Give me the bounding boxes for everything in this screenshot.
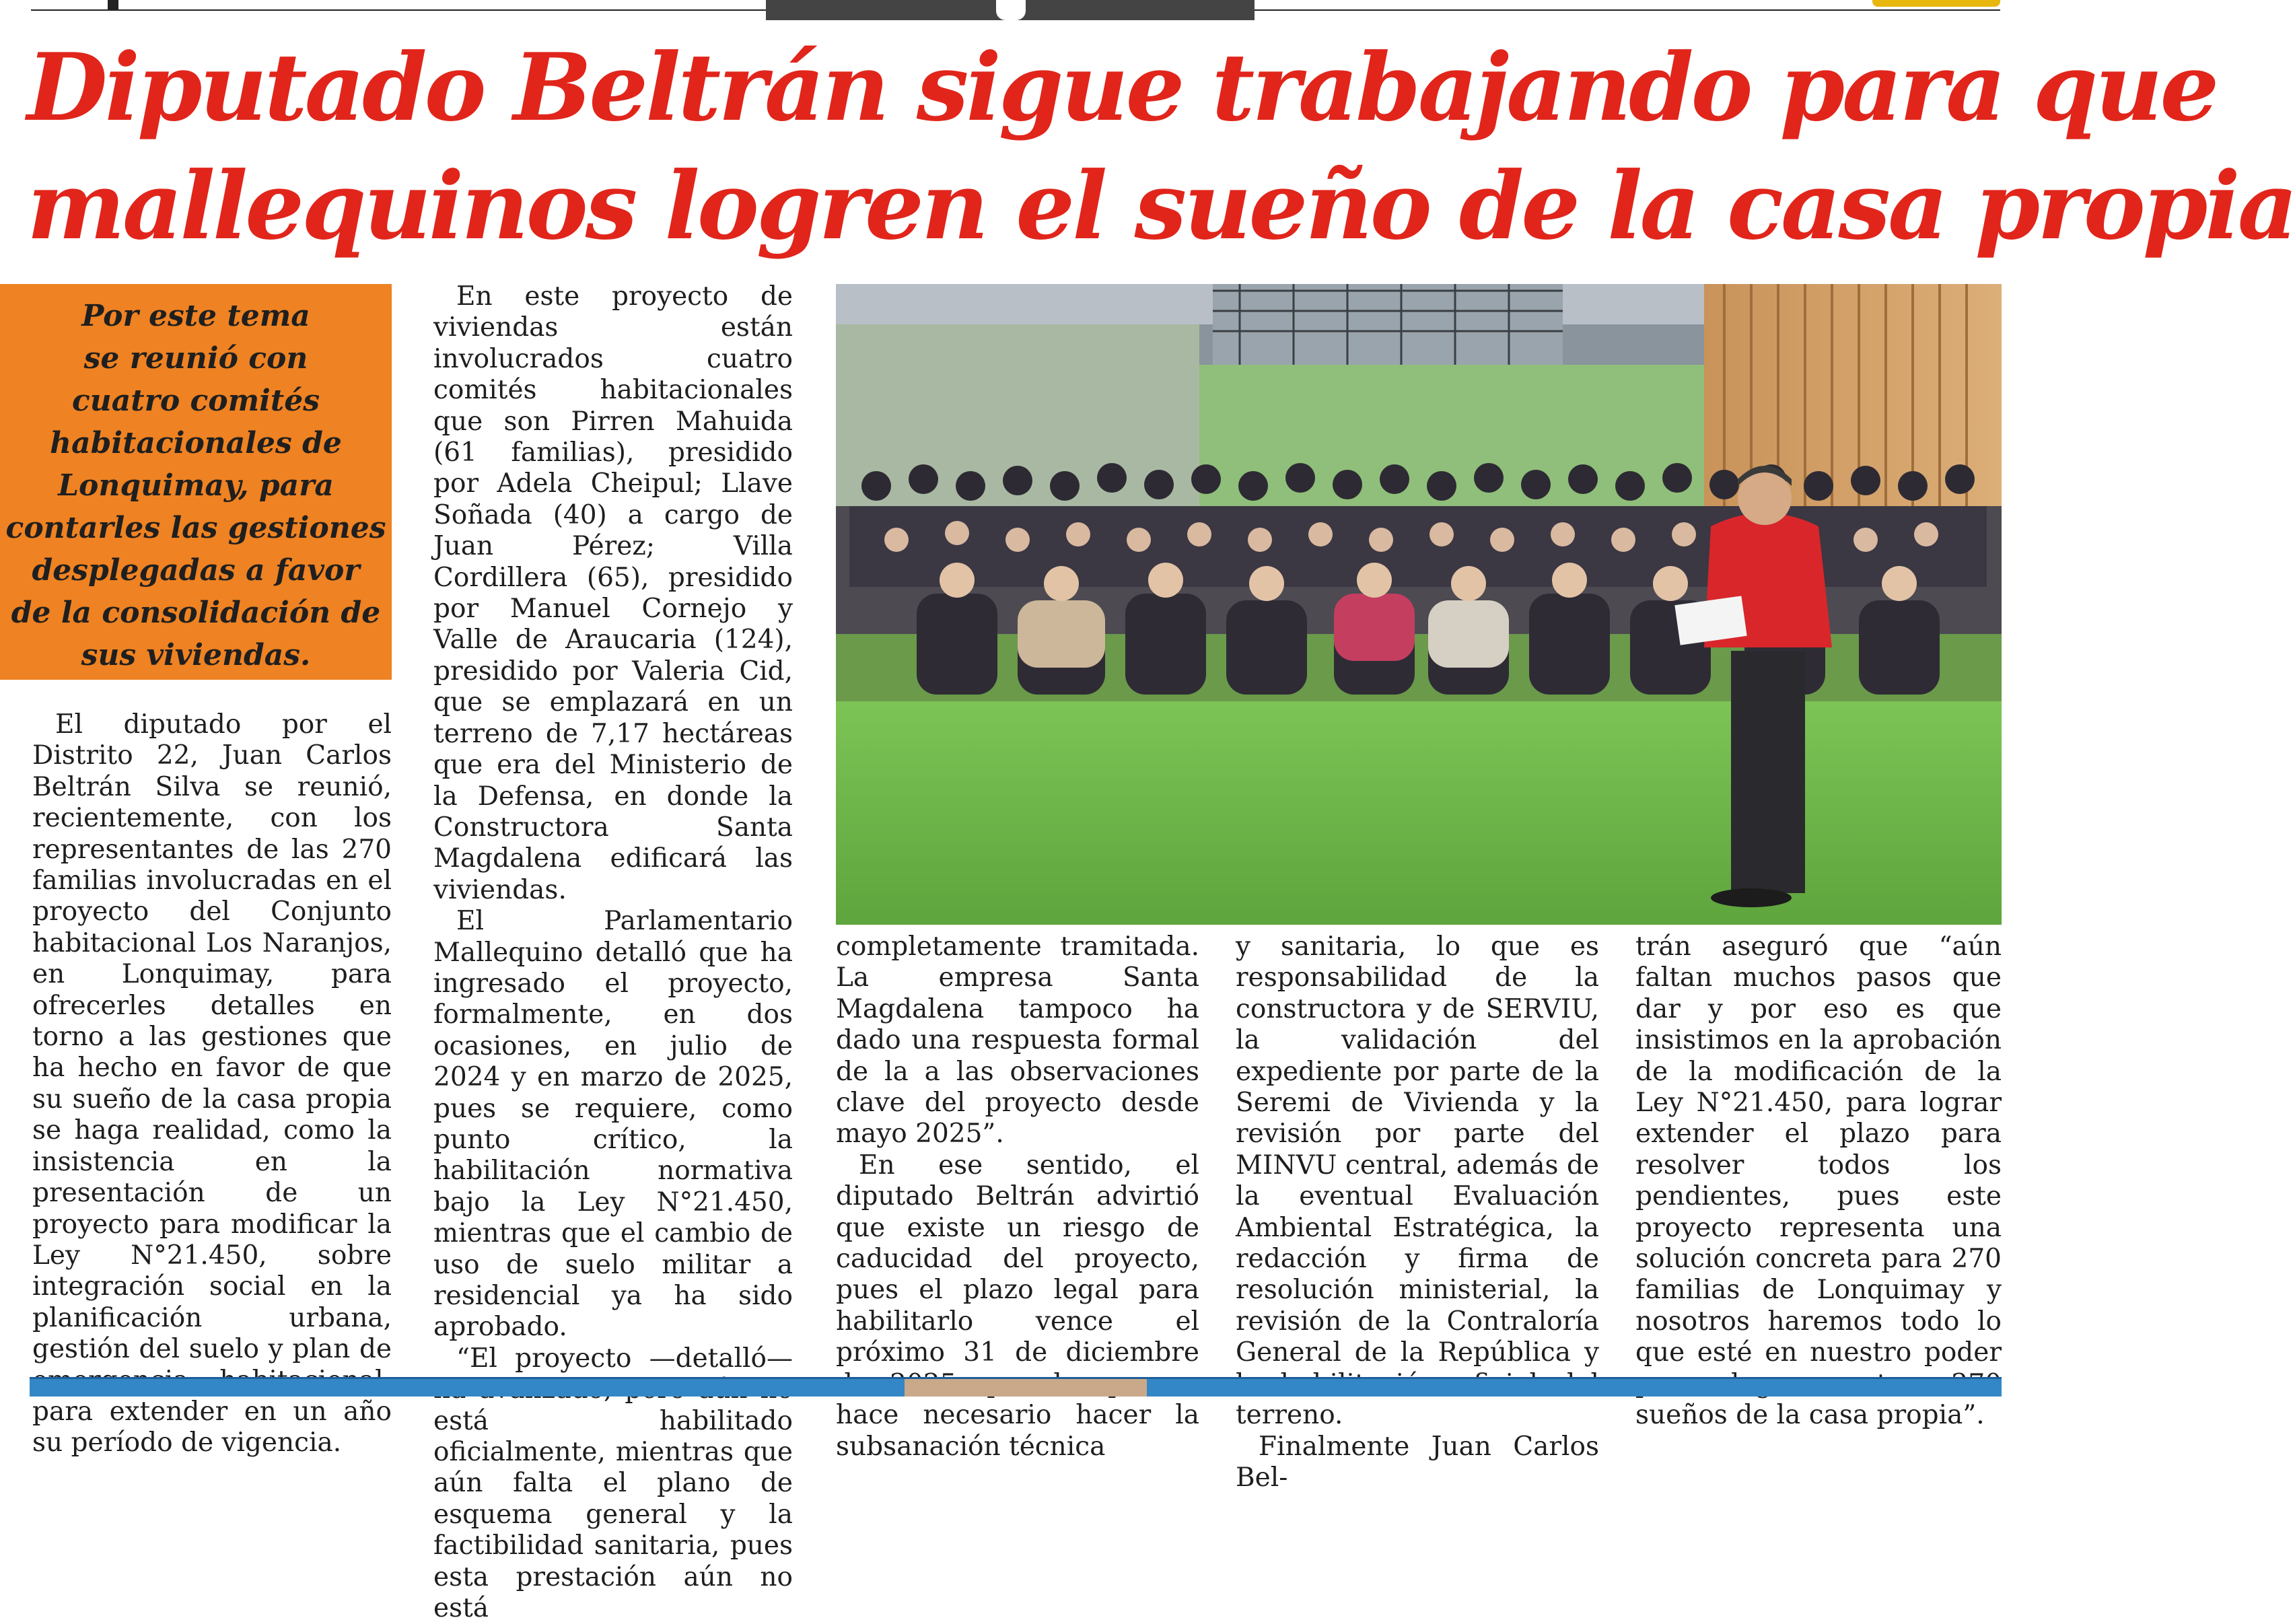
pull-quote-line: habitacionales de	[50, 426, 342, 460]
article-paragraph: trán aseguró que “aún faltan muchos pasos que dar y por eso es que insistimos en la aprobación de la modificación de la Ley N°21.450, para lograr extender el plazo para resolver todos los pendientes, pues este proyecto representa una solución concreta para 270 familias de Lonquimay y nosotros haremos todo lo que esté en nuestro poder sueños de la casa propia”.	[1635, 931, 2002, 1431]
article-paragraph: “El proyecto —detalló— está habilitado oficialmente, mientras que aún falta el plano de esquema general y la factibilidad sanitaria, pues esta prestación aún no está	[433, 1343, 793, 1624]
pull-quote-line: desplegadas a favor	[32, 553, 360, 588]
article-paragraph: En este proyecto de viviendas están involucrados cuatro comités habitacionales que son Pirren Mahuida (61 familias), presidido por Adela Cheipul; Llave Soñada (40) a cargo de Juan Pérez; Villa Cordillera (65), presidido por Manuel Cornejo y Valle de Araucaria (124), presidido por Valeria Cid, que se emplazará en un terreno de 7,17 hectáreas que era del Ministerio de la Defensa, en donde la Constructora Santa Magdalena edificará las viviendas.	[433, 281, 793, 905]
article-paragraph: En ese sentido, el diputado Beltrán advirtió que existe un riesgo de caducidad del proyecto, pues el plazo legal para habilitarlo vence el próximo 31 de diciembre hace necesario hacer la subsanación técnica	[836, 1150, 1199, 1462]
page-header-bar	[0, 0, 2022, 23]
article-paragraph: El Parlamentario Mallequino detalló que ha ingresado el proyecto, formalmente, en dos ocasiones, en julio de 2024 y en marzo de 2025, pues se requiere, como punto crítico, la habilitación normativa bajo la Ley N°21.450, mientras que el cambio de uso de suelo militar a residencial ya ha sido aprobado.	[433, 906, 793, 1343]
meeting-photo	[836, 284, 2002, 925]
headline-line-2: mallequinos logren el sueño de la casa propia	[27, 151, 2295, 260]
article-paragraph: y sanitaria, lo que es responsabilidad de la constructora y de SERVIU, la validación del expediente por parte de la Seremi de Vivienda y la revisión por parte del MINVU central, además de la eventual Evaluación Ambiental Estratégica, la redacción y firma de resolución ministerial, la revisión de la Contraloría General de la República y terreno.	[1236, 931, 1599, 1431]
meeting-photo-illustration	[836, 284, 2002, 925]
headline-line-1: Diputado Beltrán sigue trabajando para que	[27, 32, 2217, 142]
pull-quote-line: sus viviendas.	[81, 638, 311, 672]
article-paragraph: Finalmente Juan Carlos Bel-	[1236, 1431, 1599, 1493]
article-column-2	[433, 281, 793, 1624]
next-article-image-accent	[905, 1379, 1147, 1397]
pull-quote-line: Por este tema	[81, 299, 310, 333]
article-column-4	[1236, 931, 1599, 1493]
header-yellow-tag	[1872, 0, 2000, 7]
article-paragraph: completamente tramitada. La empresa Santa Magdalena tampoco ha dado una respuesta formal de la a las observaciones clave del proyecto desde mayo 2025”.	[836, 931, 1199, 1150]
pull-quote-line: cuatro comités	[72, 384, 320, 418]
header-mark	[108, 0, 118, 9]
pull-quote-box	[0, 284, 392, 680]
pull-quote-line: contarles las gestiones	[5, 511, 386, 545]
article-paragraph: El diputado por el Distrito 22, Juan Carlos Beltrán Silva se reunió, recientemente, con los representantes de las 270 familias involucradas en el proyecto del Conjunto habitacional Los Naranjos, en Lonquimay, para ofrecerles detalles en torno a las gestiones que ha hecho en favor de que su sueño de la casa propia se haga realidad, como la insistencia en la presentación de un proyecto para modificar la Ley N°21.450, sobre integración social en la planificación urbana, gestión del suelo y plan de para extender en un año su período de vigencia.	[32, 709, 392, 1458]
headline	[27, 28, 2295, 265]
pull-quote-line: se reunió con	[83, 341, 308, 376]
pull-quote-line: de la consolidación de	[11, 596, 381, 630]
article-column-1	[32, 709, 392, 1459]
newspaper-emblem-icon	[996, 0, 1026, 20]
pull-quote-line: Lonquimay, para	[58, 468, 334, 503]
next-article-image-strip	[30, 1377, 2002, 1397]
article-column-5	[1635, 931, 2002, 1432]
